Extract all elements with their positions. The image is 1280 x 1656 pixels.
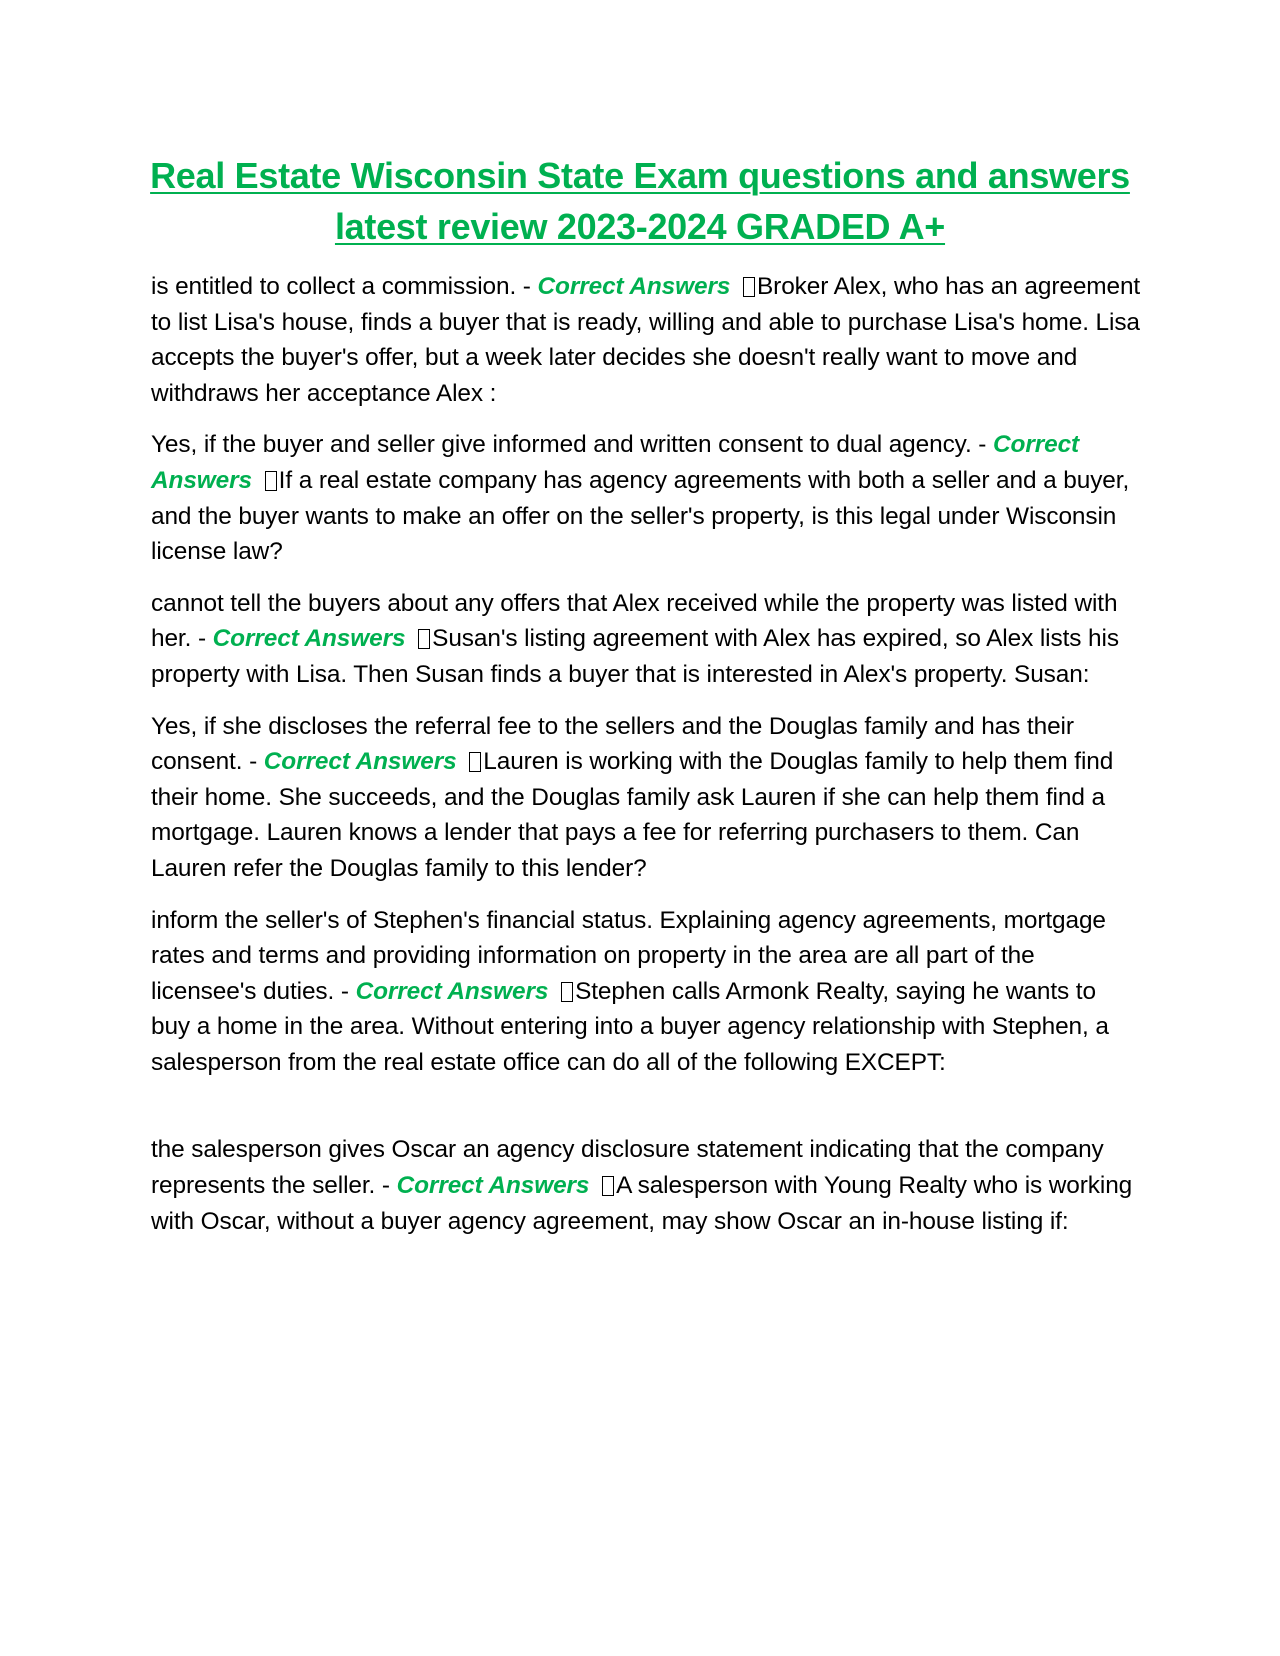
question-text: Stephen calls Armonk Realty, saying he wants to buy a home in the area. Without entering into a buyer agency relationship with Stephen, a salesperson from the real estate office can do all of the following EXCEPT:	[151, 977, 1109, 1076]
correct-answers-label: Correct Answers	[151, 431, 1080, 494]
question-text: A salesperson with Young Realty who is working with Oscar, without a buyer agency agreement, may show Oscar an in-house listing if:	[151, 1172, 1133, 1235]
missing-glyph-box-icon	[469, 752, 481, 772]
missing-glyph-box-icon	[265, 471, 277, 491]
answer-text: inform the seller's of Stephen's financial status. Explaining agency agreements, mortgage rates and terms and providing information on property in the area are all part of the licensee's duties. -	[151, 906, 1106, 1005]
qa-item	[151, 903, 1141, 1081]
answer-text: Yes, if she discloses the referral fee to the sellers and the Douglas family and has their consent. -	[151, 712, 1074, 776]
correct-answers-label: Correct Answers	[263, 748, 457, 776]
answer-text: the salesperson gives Oscar an agency disclosure statement indicating that the company represents the seller. -	[151, 1136, 1104, 1200]
correct-answers-label: Correct Answers	[355, 977, 549, 1005]
answer-text: is entitled to collect a commission. -	[151, 273, 531, 300]
question-text: If a real estate company has agency agreements with both a seller and a buyer, and the buyer wants to make an offer on the seller's property, is this legal under Wisconsin license law?	[151, 466, 1130, 566]
question-text: Susan's listing agreement with Alex has expired, so Alex lists his property with Lisa. Then Susan finds a buyer that is interested in Alex's property. Susan:	[151, 625, 1119, 688]
question-text: Broker Alex, who has an agreement to list Lisa's house, finds a buyer that is ready, willing and able to purchase Lisa's home. Lisa accepts the buyer's offer, but a week later decides she doesn't really want to move and withdraws her acceptance Alex :	[151, 273, 1141, 407]
qa-item	[151, 427, 1141, 569]
correct-answers-label: Correct Answers	[537, 273, 731, 300]
qa-list	[151, 269, 1141, 1255]
qa-item	[151, 586, 1141, 693]
answer-text: Yes, if the buyer and seller give informed and written consent to dual agency. -	[151, 431, 987, 459]
document-title: Real Estate Wisconsin State Exam questions and answers latest review 2023-2024 GRADED A+	[150, 155, 1130, 247]
missing-glyph-box-icon	[418, 629, 430, 649]
qa-item	[151, 1132, 1141, 1239]
qa-item	[151, 709, 1141, 887]
missing-glyph-box-icon	[561, 982, 573, 1002]
correct-answers-label: Correct Answers	[396, 1172, 590, 1200]
correct-answers-label: Correct Answers	[212, 625, 406, 653]
question-text: Lauren is working with the Douglas family to help them find their home. She succeeds, and the Douglas family ask Lauren if she can help them find a mortgage. Lauren knows a lender that pays a fee for referring purchasers to them. Can Lauren refer the Douglas family to this lender?	[151, 748, 1114, 882]
answer-text: cannot tell the buyers about any offers that Alex received while the property was listed with her. -	[151, 589, 1118, 653]
qa-item	[151, 269, 1141, 411]
missing-glyph-box-icon	[743, 277, 755, 297]
missing-glyph-box-icon	[602, 1176, 614, 1196]
